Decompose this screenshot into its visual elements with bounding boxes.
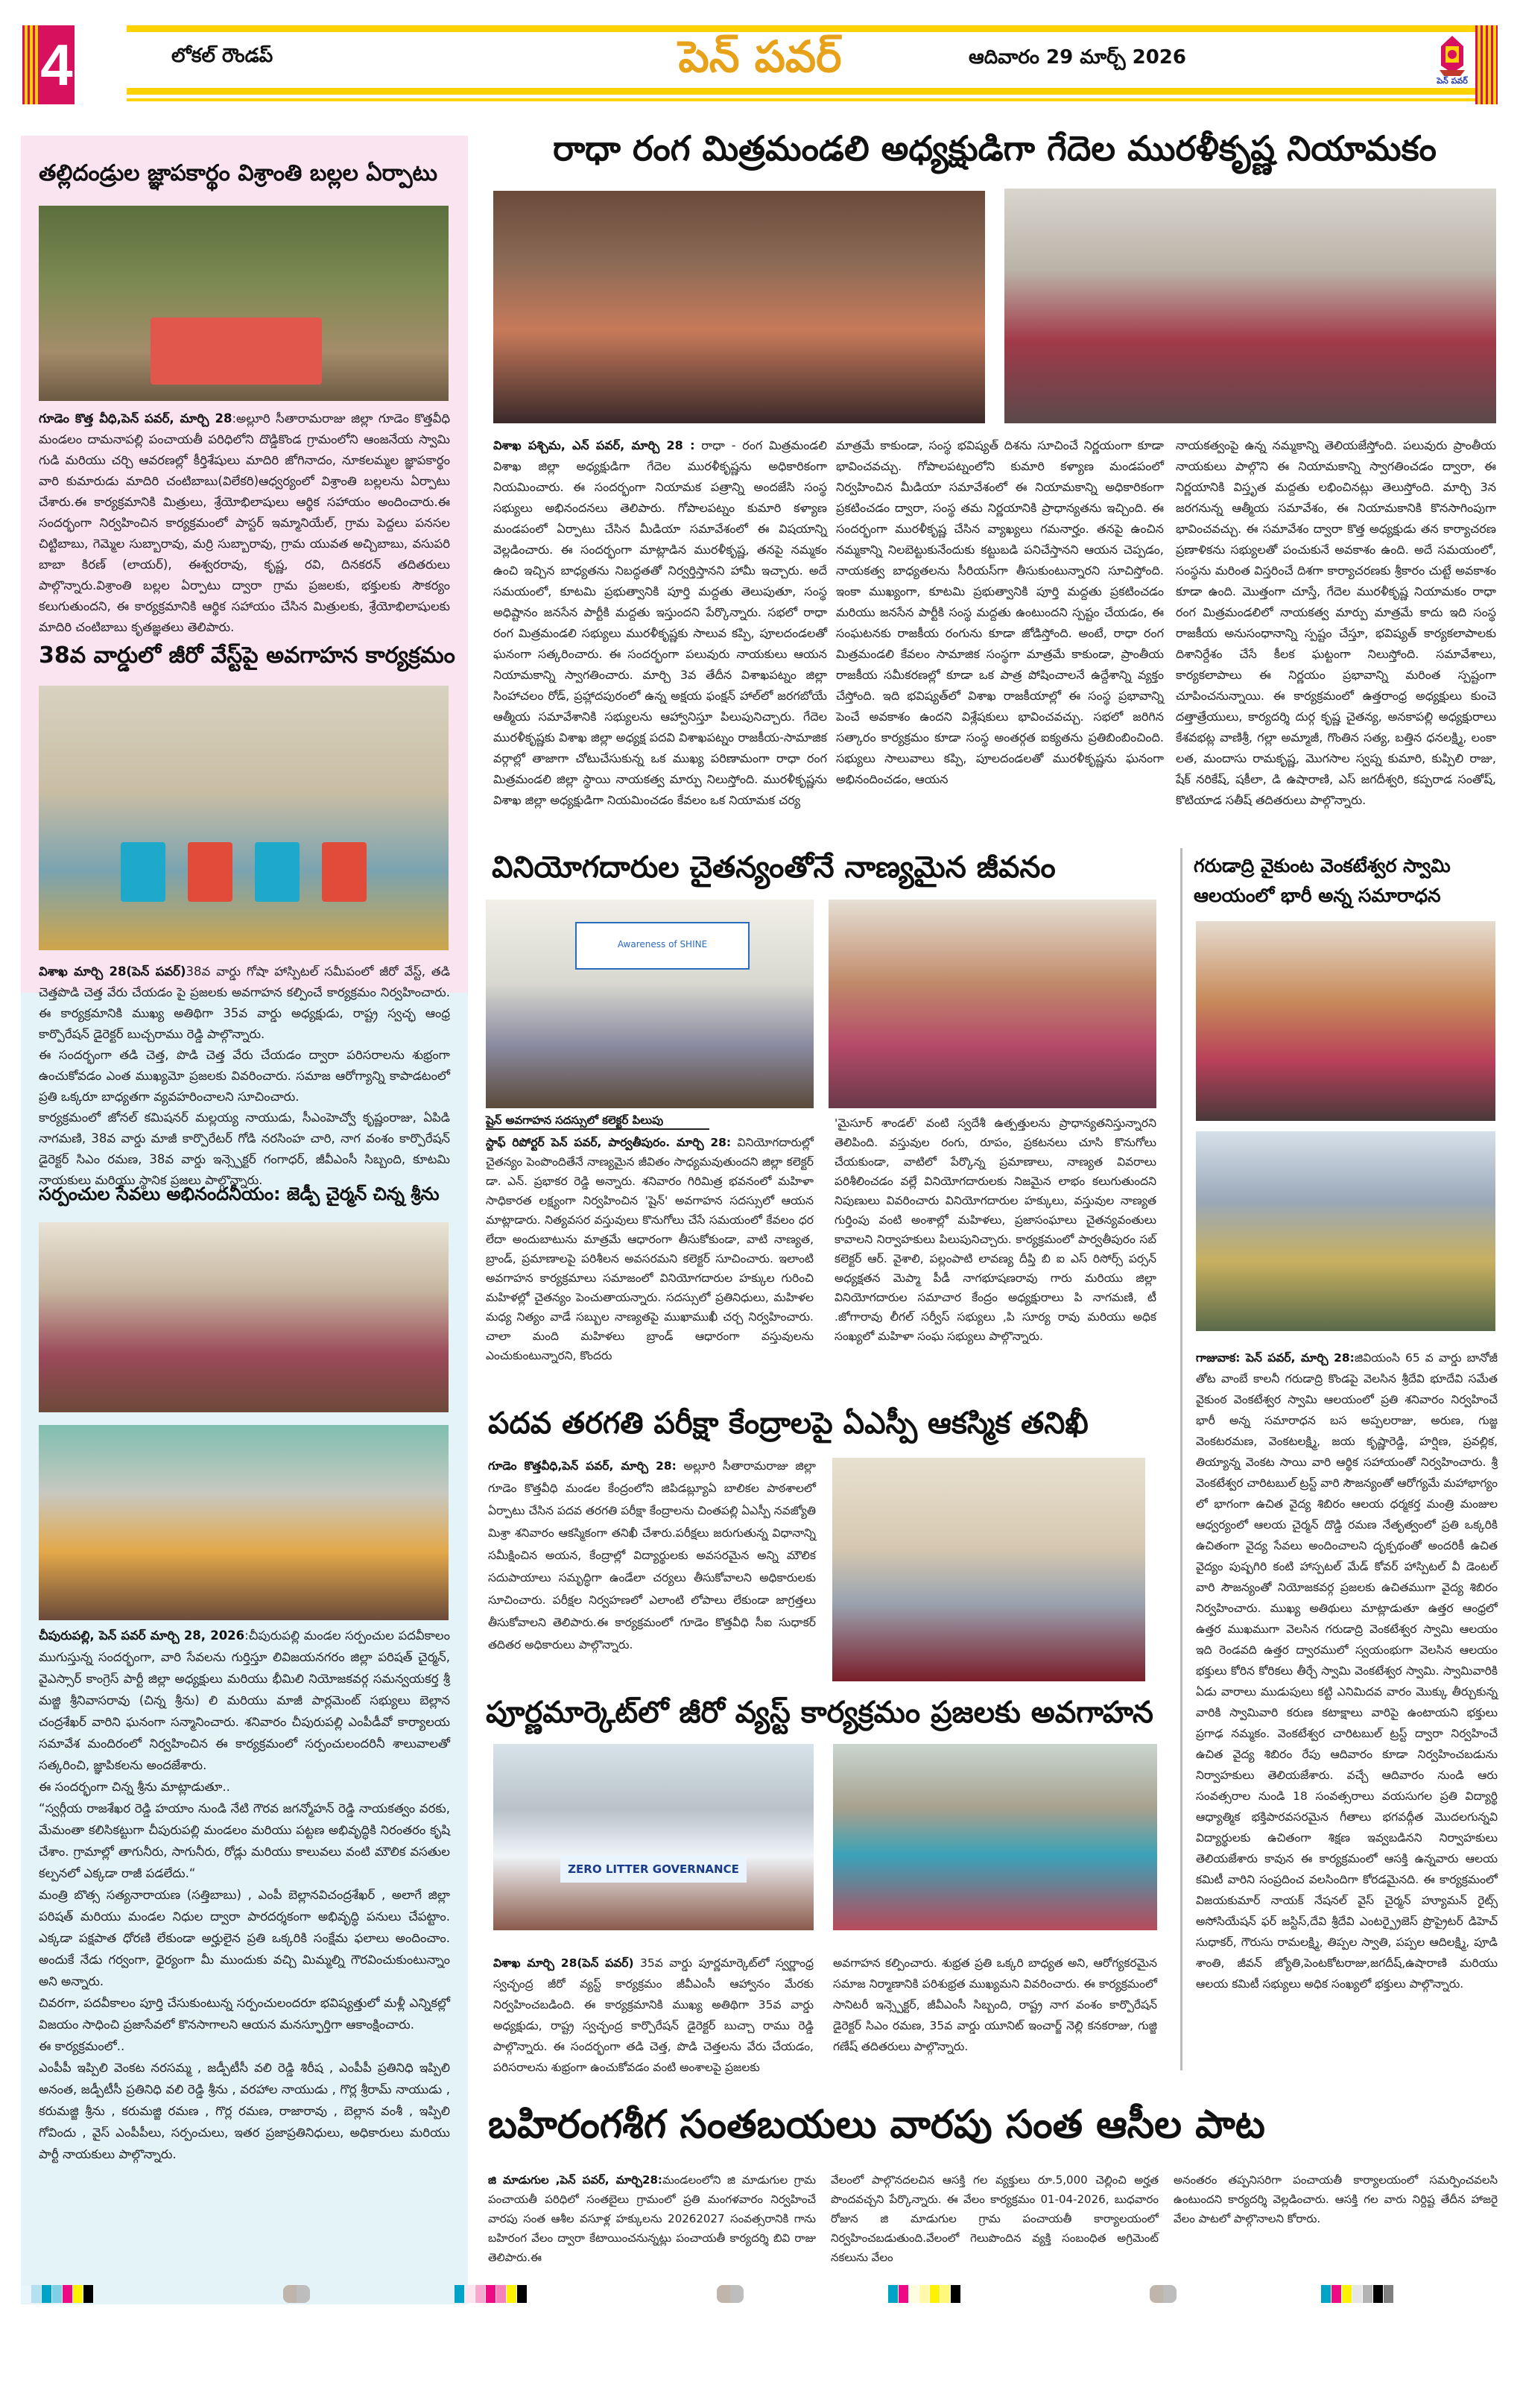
- story-text: చివరగా, పదవీకాలం పూర్తి చేసుకుంటున్న సర్పంచులందరూ భవిష్యత్తులో మళ్లీ ఎన్నికల్లో విజయం సాధించి ప్రజాసేవలో కొనసాగాలని ఆయన మనస్ఫూర్తిగా ఆకాంక్షించారు.: [39, 1996, 450, 2032]
- santha-headline: బహిరంగశీగ సంతబయలు వారపు సంత ఆసీల పాట: [488, 2102, 1265, 2147]
- story-text: ఈ కార్యక్రమంలో..: [39, 2039, 125, 2053]
- story-headline: 38వ వార్డులో జీరో వేస్ట్‌పై అవగాహన కార్యక్రమం: [39, 642, 455, 669]
- market-col-2: అవగాహన కల్పించారు. శుభ్రత ప్రతి ఒక్కరి బాధ్యత అని, ఆరోగ్యకరమైన సమాజ నిర్మాణానికి పరిశుభ్రత ముఖ్యమని వివరించారు. ఈ కార్యక్రమంలో సానిటరీ ఇన్స్పెక్టర్, జీవీఎంసీ సిబ్బంది, రాష్ట్ర నాగ వంశం కార్పొరేషన్ డైరెక్టర్ సిఎం రమణ, 35వ వార్డు యూనిట్ ఇంచార్జ్ నెల్లి కనకరాజు, గుజ్జి గణేష్ తదితరులు పాల్గొన్నారు.: [833, 1956, 1157, 2053]
- gray-registration-mark: [283, 2285, 310, 2303]
- color-swatch: [52, 2285, 62, 2303]
- dateline: విశాఖ మార్చి 28(పెన్ పవర్): [39, 964, 186, 979]
- temple-body: [1196, 1347, 1498, 1994]
- story-body: [39, 1625, 450, 2165]
- photo-lead-1: [493, 191, 985, 423]
- story-text: అల్లూరి సీతారామరాజు జిల్లా గూడెం కొత్తవీధి మండల కేంద్రంలోని జిపిడబ్ల్యూఏ బాలికల పాఠశాలలో ఏర్పాటు చేసిన పదవ తరగతి పరీక్షా కేంద్రాలను చింతపల్లి ఏఎస్పీ నవజ్యోతి మిశ్రా శనివారం ఆకస్మికంగా తనిఖీ చేశారు.పరీక్షలు జరుగుతున్న విధానాన్ని సమీక్షించిన అయన, కేంద్రాల్లో విద్యార్థులకు అవసరమైన అన్ని మౌలిక సదుపాయాలు సమృద్ధిగా ఉండేలా చర్యలు తీసుకోవాలని అధికారులకు సూచించారు. పరీక్షల నిర్వహణలో ఎలాంటి లోపాలు లేకుండా జాగ్రత్తలు తీసుకోవాలని తెలిపారు.ఈ కార్యక్రమంలో గూడెం కొత్తవీధి సీఐ సుధాకర్ తదితర అధికారులు పాల్గొన్నారు.: [488, 1459, 816, 1652]
- photo-zero-litter-banner: [493, 1744, 814, 1930]
- story-body: [39, 408, 450, 638]
- story-headline: తల్లిదండ్రుల జ్ఞాపకార్థం విశ్రాంతి బల్లల ఏర్పాటు: [39, 160, 438, 186]
- photo-temple-1: [1196, 921, 1495, 1121]
- color-swatch: [1384, 2285, 1393, 2303]
- color-swatch: [475, 2285, 485, 2303]
- bin-shape: [255, 842, 300, 902]
- temple-headline: గరుడాద్రి వైకుంట వెంకటేశ్వర స్వామి ఆలయంలో భారీ అన్న సమారాధన: [1194, 855, 1451, 906]
- dateline: గాజువాక: పెన్ పవర్, మార్చి 28:: [1196, 1351, 1355, 1365]
- color-swatch: [888, 2285, 898, 2303]
- page-number: 4: [39, 25, 75, 104]
- color-bar-group-4: [1321, 2285, 1393, 2303]
- color-swatch: [940, 2285, 950, 2303]
- santha-col-3: అనంతరం తప్పనిసరిగా పంచాయతీ కార్యాలయంలో సమర్పించవలసి ఉంటుందని కార్యదర్శి వెల్లడించారు. ఆసక్తి గల వారు నిర్దిష్ట తేదీన హాజరై వేలం పాటలో పాల్గొనాలని కోరారు.: [1174, 2173, 1498, 2225]
- story-text: వినియోగదారుల్లో చైతన్యం పెంపొందితేనే నాణ్యమైన జీవితం సాధ్యమవుతుందని జిల్లా కలెక్టర్ డా. ఎన్. ప్రభాకర రెడ్డి అన్నారు. శనివారం గిరిమిత్ర భవనంలో మహిళా సాధికారత లక్ష్యంగా నిర్వహించిన 'షైన్' అవగాహన సదస్సులో ఆయన మాట్లాడారు. నిత్యవసర వస్తువులు కొనుగోలు చేసే సమయంలో కేవలం ధర లేదా అందుబాటును మాత్రమే ఆధారంగా తీసుకోకుండా, వాటి నాణ్యత, బ్రాండ్, ప్రమాణాలపై పరిశీలన అవసరమని కలెక్టర్ సూచించారు. ఇలాంటి అవగాహన కార్యక్రమాలు సమాజంలో వినియోగదారుల హక్కుల గురించి మహిళల్లో చైతన్యం పెంచుతాయన్నారు. సదస్సులో ప్రతినిధులు, మహిళల మధ్య నిత్యం వాడే సబ్బుల నాణ్యతపై ముఖాముఖీ చర్చ నిర్వహించారు. చాలా మంది మహిళలు బ్రాండ్ ఆధారంగా వస్తువులను ఎంచుకుంటున్నారని, కొందరు: [486, 1136, 814, 1362]
- photo-sarpanch-felicitation-2: [39, 1425, 449, 1620]
- story-text: :చీపురుపల్లి మండల సర్పంచుల పదవీకాలం ముగుస్తున్న సందర్భంగా, వారి సేవలను గుర్తిస్తూ లివిజయనగరం జిల్లా పరిషత్ చైర్మన్, వైఎస్సార్ కాంగ్రెస్ పార్టీ జిల్లా అధ్యక్షులు మరియు భీమిలి నియోజకవర్గ సమన్వయకర్త శ్రీ మజ్జి శ్రీనివాసరావు (చిన్న శ్రీను) లి మరియు మాజీ పార్లమెంట్ సభ్యులు బెల్లాన చంద్రశేఖర్ వారిని ఘనంగా సన్మానించారు. శనివారం చీపురుపల్లి ఎంపీడీవో కార్యాలయ సమావేశ మందిరంలో నిర్వహించిన ఈ కార్యక్రమంలో సర్పంచులందరినీ శాలువాలతో సత్కరించి, జ్ఞాపికలను అందజేశారు.: [39, 1628, 450, 1772]
- bin-shape: [121, 842, 165, 902]
- masthead: [22, 25, 1498, 101]
- color-swatch: [486, 2285, 495, 2303]
- section-name: లోకల్ రౌండప్: [171, 45, 273, 67]
- photo-market-awareness: [833, 1744, 1157, 1930]
- photo-shine-seminar-stage: [486, 900, 814, 1108]
- photo-lead-2: [1004, 189, 1496, 423]
- story-text: మంత్రి బొత్స సత్యనారాయణ (సత్తిబాబు) , ఎంపీ బెల్లానవిచంద్రశేఖర్ , అలాగే జిల్లా పరిషత్ మరియు మండల నిధుల ద్వారా పారదర్శకంగా అభివృద్ధి పనులు చేపట్టాం. ఎక్కడా పక్షపాత ధోరణి లేకుండా అర్హులైన ప్రతి ఒక్కరికి సంక్షేమ ఫలాలు అందించాం. అందుకే నేడు గర్వంగా, ధైర్యంగా మీ ముందుకు వచ్చి మిమ్మల్ని గౌరవించుకుంటున్నాం అని అన్నారు.: [39, 1888, 450, 1988]
- dateline: గూడెం కొత్త వీధి,పెన్ పవర్, మార్చి 28: [39, 411, 232, 426]
- story-text: :అల్లూరి సీతారామరాజు జిల్లా గూడెం కొత్తవీధి మండలం దామనాపల్లి పంచాయతీ పరిధిలోని దొడ్డికొండ గ్రామంలోని ఆంజనేయ స్వామి గుడి మరియు చర్చి ఆవరణల్లో కీర్తిశేషులు మాదిరి జోగినాదం, నూకలమ్మల జ్ఞాపకార్థం వారి కుమారుడు మాదిరి చంటిబాబు(విలేకరి)ఆధ్వర్యంలో విశ్రాంతి బల్లలను ఏర్పాటు చేశారు.ఈ కార్యక్రమానికి మిత్రులు, శ్రేయోభిలాషులు ఆర్థిక సహాయం అందించారు.ఈ సందర్భంగా నిర్వహించిన కార్యక్రమంలో పాస్టర్ ఇమ్మానియేల్, గ్రామ పెద్దలు పనసల చిట్టిబాబు, గెమ్మెల సుబ్బారావు, మర్రి సుబ్బారావు, గ్రామ యువత అచ్చిబాబు, వసుపరి బాబా కిరణ్ (లాయర్), ఈశ్వరరావు, కృష్ణ, రవి, దినకరన్ తదితరులు పాల్గొన్నారు.విశ్రాంతి బల్లల ఏర్పాటు ద్వారా గ్రామ ప్రజలకు, భక్తులకు సౌకర్యం కలుగుతుందని, ఈ కార్యక్రమానికి ఆర్థిక సహాయం చేసిన మిత్రులకు, శ్రేయోభిలాషులకు మాదిరి చంటిబాబు కృతజ్ఞతలు తెలిపారు.: [39, 411, 450, 634]
- story-headline: సర్పంచుల సేవలు అభినందనీయం: జెడ్పీ చైర్మన్ చిన్న శ్రీను: [39, 1184, 440, 1204]
- color-swatch: [455, 2285, 464, 2303]
- lead-col-2: మాత్రమే కాకుండా, సంస్థ భవిష్యత్ దిశను సూచించే నిర్ణయంగా కూడా భావించవచ్చు. గోపాలపట్నంలోని కుమారి కళ్యాణ మండపంలో నిర్వహించిన మీడియా సమావేశంలో ఈ నియామకాన్ని అధికారికంగా ప్రకటించడం ద్వారా, సంస్థ తమ నిర్ణయానికి ప్రాధాన్యతను ఇచ్చింది. ఈ సందర్భంగా మురళీకృష్ణ చేసిన వ్యాఖ్యలు గమనార్హం. తనపై ఉంచిన నమ్మకాన్ని నిలబెట్టుకునేందుకు కట్టుబడి పనిచేస్తానని ఆయన చెప్పడం, నాయకత్వ బాధ్యతలను సీరియస్‌గా తీసుకుంటున్నారని సూచిస్తోంది. ఇంకా ముఖ్యంగా, కూటమి ప్రభుత్వానికి పూర్తి మద్దతు ప్రకటించడం మరియు జనసేన పార్టీకి సంస్థ మద్దతు ఉంటుందని స్పష్టం చేయడం, ఈ సంఘటనకు రాజకీయ రంగును కూడా జోడిస్తోంది. అంటే, రాధా రంగ మిత్రమండలి కేవలం సామాజిక సంస్థగా మాత్రమే కాకుండా, ప్రాంతీయ రాజకీయ సమీకరణల్లో కూడా ఒక పాత్ర పోషించాలనే ఉద్దేశాన్ని వ్యక్తం చేస్తోంది. ఇది భవిష్యత్‌లో విశాఖ రాజకీయాల్లో ఈ సంస్థ ప్రభావాన్ని పెంచే అవకాశం ఉందని విశ్లేషకులు భావించవచ్చు. సభలో జరిగిన సత్కారం కార్యక్రమం కూడా సంస్థ అంతర్గత ఐక్యతను ప్రతిబింబించింది. సభ్యులు సాలువాలు కప్పి, పూలదండలతో మురళీకృష్ణను ఘనంగా అభినందించడం, ఆయన: [836, 438, 1164, 786]
- bench-shape: [151, 317, 322, 385]
- issue-date: ఆదివారం 29 మార్చ్ 2026: [969, 46, 1186, 69]
- paper-logo: [1434, 33, 1471, 94]
- market-col-1: [493, 1953, 814, 2078]
- color-bar-group-3: [888, 2285, 960, 2303]
- photo-exam-inspection: [832, 1458, 1145, 1681]
- color-bar-group-2: [455, 2285, 527, 2303]
- color-swatch: [83, 2285, 93, 2303]
- color-swatch: [42, 2285, 51, 2303]
- paper-title: పెన్ పవర్: [678, 31, 842, 82]
- color-swatch: [63, 2285, 72, 2303]
- color-swatch: [1342, 2285, 1352, 2303]
- color-swatch: [1321, 2285, 1331, 2303]
- consumer-headline: వినియోగదారుల చైతన్యంతోనే నాణ్యమైన జీవనం: [492, 850, 1056, 885]
- story-text: మండలంలోని జి మాడుగుల గ్రామ పంచాయతీ పరిధిలో సంతబైలు గ్రామంలో ప్రతి మంగళవారం నిర్వహించే వారపు సంత ఆశీల వసూళ్ల హక్కులను 20262027 సంవత్సరానికి గాను బహిరంగ వేలం ద్వారా కేటాయించనున్నట్లు పంచాయతీ కార్యదర్శి బివి రాజు తెలిపారు.ఈ: [488, 2173, 816, 2264]
- consumer-subhead: షైన్ అవగాహన సదస్సులో కలెక్టర్ పిలుపు: [486, 1113, 709, 1130]
- color-swatch: [465, 2285, 475, 2303]
- shine-banner: Awareness of SHINE: [575, 922, 750, 970]
- story-body: [39, 961, 450, 1191]
- story-text: ఈ సందర్భంగా తడి చెత్త, పొడి చెత్త వేరు చేయడం ద్వారా పరిసరాలను శుభ్రంగా ఉంచుకోవడం ఎంత ముఖ్యమో ప్రజలకు వివరించారు. సమాజ ఆరోగ్యాన్ని కాపాడటంలో ప్రతి ఒక్కరూ బాధ్యతగా వ్యవహరించాలని సూచించారు.: [39, 1048, 450, 1104]
- masthead-right-stripes: [1475, 25, 1498, 104]
- color-swatch: [951, 2285, 960, 2303]
- gray-registration-mark: [717, 2285, 744, 2303]
- story-text: ఎంపీపీ ఇప్పిలి వెంకట నరసమ్మ , జడ్పీటీసీ వలి రెడ్డి శిరీష , ఎంపీపీ ప్రతినిధి ఇప్పిలి అనంత, జడ్పీటీసీ ప్రతినిధి వలి రెడ్డి శ్రీను , వరహాల నాయుడు , గొర్ల శ్రీరామ్ నాయుడు , కరుమజ్జి శ్రీను , కరుమజ్జి రమణ , గొర్ల రమణ, రాజారావు , బెల్లాన వంశీ , ఇప్పిలి గోవిందు , వైస్ ఎంపీపీలు, సర్పంచులు, ఇతర ప్రజాప్రతినిధులు, అధికారులు మరియు పార్టీ నాయకులు పాల్గొన్నారు.: [39, 2061, 450, 2161]
- color-swatch: [21, 2285, 31, 2303]
- photo-temple-2: [1196, 1131, 1495, 1331]
- story-text: “స్వర్గీయ రాజశేఖర రెడ్డి హయాం నుండి నేటి గౌరవ జగన్మోహన్ రెడ్డి నాయకత్వం వరకు, మేమంతా కలిసికట్టుగా చీపురుపల్లి మండలం మరియు పట్టణ అభివృద్ధికి నిరంతరం కృషి చేశాం. గ్రామాల్లో తాగునీరు, సాగునీరు, రోడ్లు మరియు కాలువలు వంటి మౌలిక వసతుల కల్పనలో ఎక్కడా రాజీ పడలేదు.“: [39, 1801, 450, 1880]
- bin-shape: [188, 842, 232, 902]
- dateline: జి మాడుగుల ,పెన్ పవర్, మార్చి28:: [488, 2173, 662, 2187]
- photo-zero-waste-event: [39, 686, 449, 950]
- story-text: జివియంసి 65 వ వార్డు బానోజీ తోట వాంబే కాలనీ గరుడాద్రి కొండపై వెలసిన శ్రీదేవి భూదేవి సమేత వైకుంఠ వెంకటేశ్వర స్వామి ఆలయంలో ప్రతి శనివారం నిర్వహించే భారీ అన్న సమారాధన బస అప్పలరాజు, అరుణ, గుజ్జ వెంకటరమణ, వెంకటలక్ష్మి, జయ కృష్ణారెడ్డి, హర్షిణ, ప్రవల్లిక, తియ్యాన్న వెంకట సాయి వారి ఆర్థిక సహాయంతో నిర్వహించారు. శ్రీ వెంకటేశ్వర చారిటబుల్ ట్రస్ట్ వారి సౌజన్యంతో ఆరోగ్యమే మహాభాగ్యం లో భాగంగా ఉచిత వైద్య శిబిరం ఆలయ ధర్మకర్త మంత్రి మంజుల ఆధ్వర్యంలో ఆలయ చైర్మన్ దొడ్డి రమణ నేతృత్వంలో ప్రతి ఒక్కరికి ఉచితంగా వైద్య సేవలు అందించాలని దృక్పథంతో అందరికీ ఉచిత వైద్యం పుష్పగిరి కంటి హాస్పటల్ మేడ్ కోవర్ హాస్పిటల్ వీ డెంటల్ వారి సౌజన్యంతో నియోజకవర్గ ప్రజలకు ఉచితముగా వైద్య శిబిరం నిర్వహించారు. ముఖ్య అతిథులు మాట్లాడుతూ ఉత్తర ఆంధ్రలో ఉత్తర ముఖముగా వెలసిన గరుడాద్రి వెంకటేశ్వర స్వామి ఆలయం ఇది రెండవది ఉత్తర ద్వారములో స్వయంభుగా వెలసిన ఆలయం భక్తులు కోరిన కోరికలు తీర్చే స్వామి వెంకటేశ్వర స్వామి. స్వామివారికి ఏడు వారాలు ముడుపులు కట్టి ఎనిమిదవ వారం మొక్కు తీర్చుకున్న వారికి స్వామివారి కరుణ కటాక్షాలు వారిపై ఉంటాయని భక్తులు ప్రగాఢ నమ్మకం. వెంకటేశ్వర చారిటబుల్ ట్రస్ట్ ద్వారా నిర్వహించే ఉచిత వైద్య శిబిరం రేపు ఆదివారం కూడా నిర్వహించబడును నిర్వాహకులు తెలియజేశారు. వచ్చే ఆదివారం నుండి ఆరు సంవత్సరాల నుండి 18 సంవత్సరాలు వయసుగల ప్రతి విద్యార్థి ఆధ్యాత్మిక భక్తిపారవసరమైన గీతాలు భగవద్గీత మొదలగున్నవి విద్యార్థులకు ఉచితంగా శిక్షణ ఇవ్వబడినని నిర్వాహకులు తెలియజేశారు కావున ఈ కార్యక్రమంలో ఆసక్తి ఉన్నవారు ఆలయ కమిటీ వారిని సంప్రదించ వలసిందిగా కోరడమైనది. ఈ కార్యక్రమంలో విజయకుమార్ నాయక్ నేషనల్ వైస్ చైర్మన్ హ్యూమన్ రైట్స్ అసోసియేషన్ ఫర్ జస్టిస్,దేవి శ్రీదేవి ఎంటర్ప్రైజెస్ ప్రొప్రైటర్ డిహెచ్ సుధాకర్, గౌరుసు రామలక్ష్మి, తిప్పల స్వాతి, పప్పల ఆదిలక్ష్మి, పూడి శాంతి, జీవన్ జ్యోతి,పెంటకోటరాజు,జగదీష్,ఉషారాణి మరియు ఆలయ కమిటీ సభ్యులు అధిక సంఖ్యలో భక్తులు పాల్గొన్నారు.: [1196, 1351, 1498, 1991]
- photo-bench-group: [39, 206, 449, 401]
- color-swatch: [496, 2285, 506, 2303]
- photo-sarpanch-felicitation-1: [39, 1222, 449, 1412]
- dateline: స్టాఫ్ రిపోర్టర్ పెన్ పవర్, పార్వతీపురం. మార్చి 28:: [486, 1136, 732, 1149]
- color-swatch: [930, 2285, 940, 2303]
- market-headline: పూర్ణమార్కెట్‌లో జీరో వ్యస్ట్ కార్యక్రమం ప్రజలకు అవగాహన: [486, 1696, 1153, 1730]
- dateline: చీపురుపల్లి, పెన్ పవర్ మార్చి 28, 2026: [39, 1628, 245, 1643]
- story-text: ఈ సందర్భంగా చిన్న శ్రీను మాట్లాడుతూ..: [39, 1780, 230, 1794]
- lead-col-1: [493, 435, 827, 811]
- story-text: కార్యక్రమంలో జోనల్ కమిషనర్ మల్లయ్య నాయుడు, సీఎంహెచ్వో కృష్ణంరాజు, ఏపిడి నాగమణి, 38వ వార్డు మాజీ కార్పొరేటర్ గోడి నరసింహ చారి, నాగ వంశం కార్పొరేషన్ డైరెక్టర్ సిఎం రమణ, 38వ వార్డు ఇన్స్పెక్టర్ గంగాధర్, జీవీఎంసీ సిబ్బంది, కూటమి నాయకులు మరియు స్థానిక ప్రజలు పాల్గొన్నారు.: [39, 1110, 450, 1187]
- color-swatch: [507, 2285, 516, 2303]
- bin-shape: [322, 842, 367, 902]
- dateline: విశాఖ పశ్చిమ, ఎన్ పవర్, మార్చి 28 :: [493, 438, 695, 452]
- zero-litter-banner: ZERO LITTER GOVERNANCE: [560, 1856, 747, 1883]
- logo-text: పెన్ పవర్: [1437, 76, 1468, 86]
- exam-headline: పదవ తరగతి పరీక్షా కేంద్రాలపై ఏఎస్పీ ఆకస్మిక తనిఖీ: [488, 1406, 1089, 1441]
- masthead-bottom-thin-bar: [127, 98, 1475, 101]
- lead-headline: రాధా రంగ మిత్రమండలి అధ్యక్షుడిగా గేదెల మురళీకృష్ణ నియామకం: [553, 128, 1437, 168]
- dateline: విశాఖ మార్చి 28(పెన్ పవర్): [493, 1956, 634, 1970]
- color-swatch: [1373, 2285, 1383, 2303]
- color-swatch: [1363, 2285, 1372, 2303]
- color-swatch: [899, 2285, 908, 2303]
- color-swatch: [73, 2285, 83, 2303]
- photo-shine-seminar-audience: [829, 900, 1156, 1108]
- color-swatch: [1352, 2285, 1362, 2303]
- santha-col-1: [488, 2170, 816, 2267]
- exam-body: [488, 1455, 816, 1656]
- color-swatch: [1331, 2285, 1341, 2303]
- consumer-col-2: 'మైసూర్ శాండల్' వంటి స్వదేశీ ఉత్పత్తులను ప్రాధాన్యతనిస్తున్నారని తెలిపింది. వస్తువుల రంగు, రూపం, ప్రకటనలు చూసి కొనుగోలు చేయకుండా, వాటిలో పేర్కొన్న ప్రమాణాలు, నాణ్యత వివరాలు పరిశీలించడం వల్లే వినియోగదారులకు నిజమైన లాభం కలుగుతుందని నిపుణులు వివరించారు వినియోగదారుల హక్కులు, వస్తువుల నాణ్యత గుర్తింపు వంటి అంశాల్లో మహిళలు, ప్రజాసంఘాలు చైతన్యవంతులు కావాలని నిర్వాహకులు పిలుపునిచ్చారు. కార్యక్రమంలో పార్వతీపురం సబ్ కలెక్టర్ ఆర్. వైశాలి, పల్లంపాటి లావణ్య దీప్తి బి ఐ ఎస్ రిసోర్స్ పర్సన్ అధ్యక్షతన మెప్మా పీడీ నాగభూషణరావు గారు మరియు జిల్లా వినియోగదారుల సమాచార కేంద్రం అధ్యక్షురాలు పి నాగమణి, టీ .జోగారావు లీగల్ సర్వీస్ సభ్యులు ,పి సూర్య రావు మరియు అధిక సంఖ్యలో మహిళా సంఘ సభ్యులు పాల్గొన్నారు.: [835, 1116, 1156, 1343]
- story-text: 38వ వార్డు గోషా హాస్పిటల్ సమీపంలో జీరో వేస్ట్, తడి చెత్తపొడి చెత్త వేరు చేయడం పై ప్రజలకు అవగాహన కల్పించే కార్యక్రమం నిర్వహించారు. ఈ కార్యక్రమానికి ముఖ్య అతిథిగా 35వ వార్డు అధ్యక్షుడు, రాష్ట్ర స్వచ్ఛ ఆంధ్ర కార్పొరేషన్ డైరెక్టర్ బుచ్చరాము రెడ్డి పాల్గొన్నారు.: [39, 964, 450, 1041]
- gray-registration-mark: [1150, 2285, 1177, 2303]
- story-text: 35వ వార్డు పూర్ణమార్కెట్‌లో స్వర్ణాంధ్ర స్వచ్ఛంద్ర జీరో వ్యస్ట్ కార్యక్రమం జీవీఎంసీ ఆహ్వానం మేరకు నిర్వహించబడింది. ఈ కార్యక్రమానికి ముఖ్య అతిథిగా 35వ వార్డు అధ్యక్షుడు, రాష్ట్ర స్వచ్ఛంద్ర కార్పొరేషన్ డైరెక్టర్ బుచ్చా రాము రెడ్డి పాల్గొన్నారు. ఈ సందర్భంగా తడి చెత్త, పొడి చెత్తలను వేరు చేయడం, పరిసరాలను శుభ్రంగా ఉంచుకోవడం వంటి అంశాలపై ప్రజలకు: [493, 1956, 814, 2074]
- dateline: గూడెం కొత్తవీధి,పెన్ పవర్, మార్చి 28:: [488, 1459, 677, 1473]
- color-swatch: [517, 2285, 527, 2303]
- color-swatch: [909, 2285, 919, 2303]
- consumer-col-1: [486, 1133, 814, 1365]
- story-text: రాధా - రంగ మిత్రమండలి విశాఖ జిల్లా అధ్యక్షుడిగా గేదెల మురళీకృష్ణను అధికారికంగా నియమించారు. ఈ సందర్భంగా నియామక పత్రాన్ని అందజేసి సంస్థ సభ్యులు అభినందనలు తెలిపారు. గోపాలపట్నం కుమారి కళ్యాణ మండపంలో ఏర్పాటు చేసిన మీడియా సమావేశంలో ఈ విషయాన్ని వెల్లడించారు. ఈ సందర్భంగా మాట్లాడిన మురళీకృష్ణ, తనపై నమ్మకం ఉంచి ఇచ్చిన బాధ్యతను నిబద్ధతతో నిర్వర్తిస్తానని హామీ ఇచ్చారు. అదే సమయంలో, కూటమి ప్రభుత్వానికి పూర్తి మద్దతు తెలుపుతూ, సంస్థ అధిష్టానం జనసేన పార్టీకి మద్దతు ఇస్తుందని పేర్కొన్నారు. సభలో రాధా రంగ మిత్రమండలి సభ్యులు మురళీకృష్ణకు సాలువ కప్పి, పూలదండలతో ఘనంగా సత్కరించారు. ఈ సందర్భంగా పలువురు నాయకులు ఆయన నియామకాన్ని స్వాగతించారు. మార్చి 3వ తేదీన విశాఖపట్నం జిల్లా సింహాచలం రోడ్, ప్రహ్లాదపురంలో ఉన్న అక్షయ ఫంక్షన్ హాల్‌లో జరగబోయే ఆత్మీయ సమావేశానికి సభ్యులను ఆహ్వానిస్తూ పిలుపునిచ్చారు. గేదెల మురళీకృష్ణకు విశాఖ జిల్లా అధ్యక్ష పదవి విశాఖపట్నం రాజకీయ-సామాజిక వర్గాల్లో తాజాగా చోటుచేసుకున్న ఒక ముఖ్య పరిణామంగా రాధా రంగ మిత్రమండలి జిల్లా స్థాయి నాయకత్వ మార్పు నిలుస్తోంది. మురళీకృష్ణను విశాఖ జిల్లా అధ్యక్షుడిగా నియమించడం కేవలం ఒక నియామక చర్య: [493, 438, 827, 807]
- santha-col-2: వేలంలో పాల్గొనదలచిన ఆసక్తి గల వ్యక్తులు రూ.5,000 చెల్లించి అర్హత పొందవచ్చని పేర్కొన్నారు. ఈ వేలం కార్యక్రమం 01-04-2026, బుధవారం రోజున జి మాడుగుల గ్రామ పంచాయతీ కార్యాలయంలో నిర్వహించబడుతుంది.వేలంలో గెలుపొందిన వ్యక్తి సంబంధిత అగ్రిమెంట్ నకలును వేలం: [831, 2173, 1159, 2264]
- color-bar-group-1: [21, 2285, 93, 2303]
- lead-col-3: నాయకత్వంపై ఉన్న నమ్మకాన్ని తెలియజేస్తోంది. పలువురు ప్రాంతీయ నాయకులు పాల్గొని ఈ నియామకాన్ని స్వాగతించడం ద్వారా, ఈ నిర్ణయానికి విస్తృత మద్దతు లభించినట్లు తెలుస్తోంది. మార్చి 3న జరగనున్న ఆత్మీయ సమావేశం, ఈ నియామకానికి కొనసాగింపుగా భావించవచ్చు. ఈ సమావేశం ద్వారా కొత్త అధ్యక్షుడు తన కార్యాచరణ ప్రణాళికను సభ్యులతో పంచుకునే అవకాశం ఉంది. అదే సమయంలో, సంస్థను మరింత విస్తరించే దిశగా కార్యాచరణకు శ్రీకారం చుట్టే అవకాశం కూడా ఉంది. మొత్తంగా చూస్తే, గేదెల మురళీకృష్ణ నియామకం రాధా రంగ మిత్రమండలిలో నాయకత్వ మార్పు మాత్రమే కాదు ఇది సంస్థ రాజకీయ అనుసంధానాన్ని స్పష్టం చేస్తూ, భవిష్యత్ కార్యకలాపాలకు దిశానిర్దేశం చేసే కీలక ఘట్టంగా నిలుస్తోంది. సమావేశాలు, కార్యకలాపాలు ఈ నిర్ణయం ప్రభావాన్ని మరింత స్పష్టంగా చూపించనున్నాయి. ఈ కార్యక్రమంలో ఉత్తరాంధ్ర అధ్యక్షులు కుంచె దత్తాత్రేయులు, కార్యదర్శి దుర్గ కృష్ణ చైతన్య, అనకాపల్లి అధ్యక్షురాలు కేశవభట్ల వాణిశ్రీ, గల్లా అమ్మాజీ, గొంతిన సత్య, బత్తిన ధనలక్ష్మి, లంకా లత, మందాసు రామకృష్ణ, మొగసాల స్వప్న కుమారి, కుప్పిలి రాజు, షేక్ నరికేష్, షకీలా, డి ఉషారాణి, ఎస్ జగదీశ్వరి, కప్పరాడ సంతోష్, కొటియాడ సతీష్ తదితరులు పాల్గొన్నారు.: [1176, 438, 1496, 807]
- color-swatch: [31, 2285, 41, 2303]
- column-divider: [1180, 848, 1182, 2070]
- color-swatch: [919, 2285, 929, 2303]
